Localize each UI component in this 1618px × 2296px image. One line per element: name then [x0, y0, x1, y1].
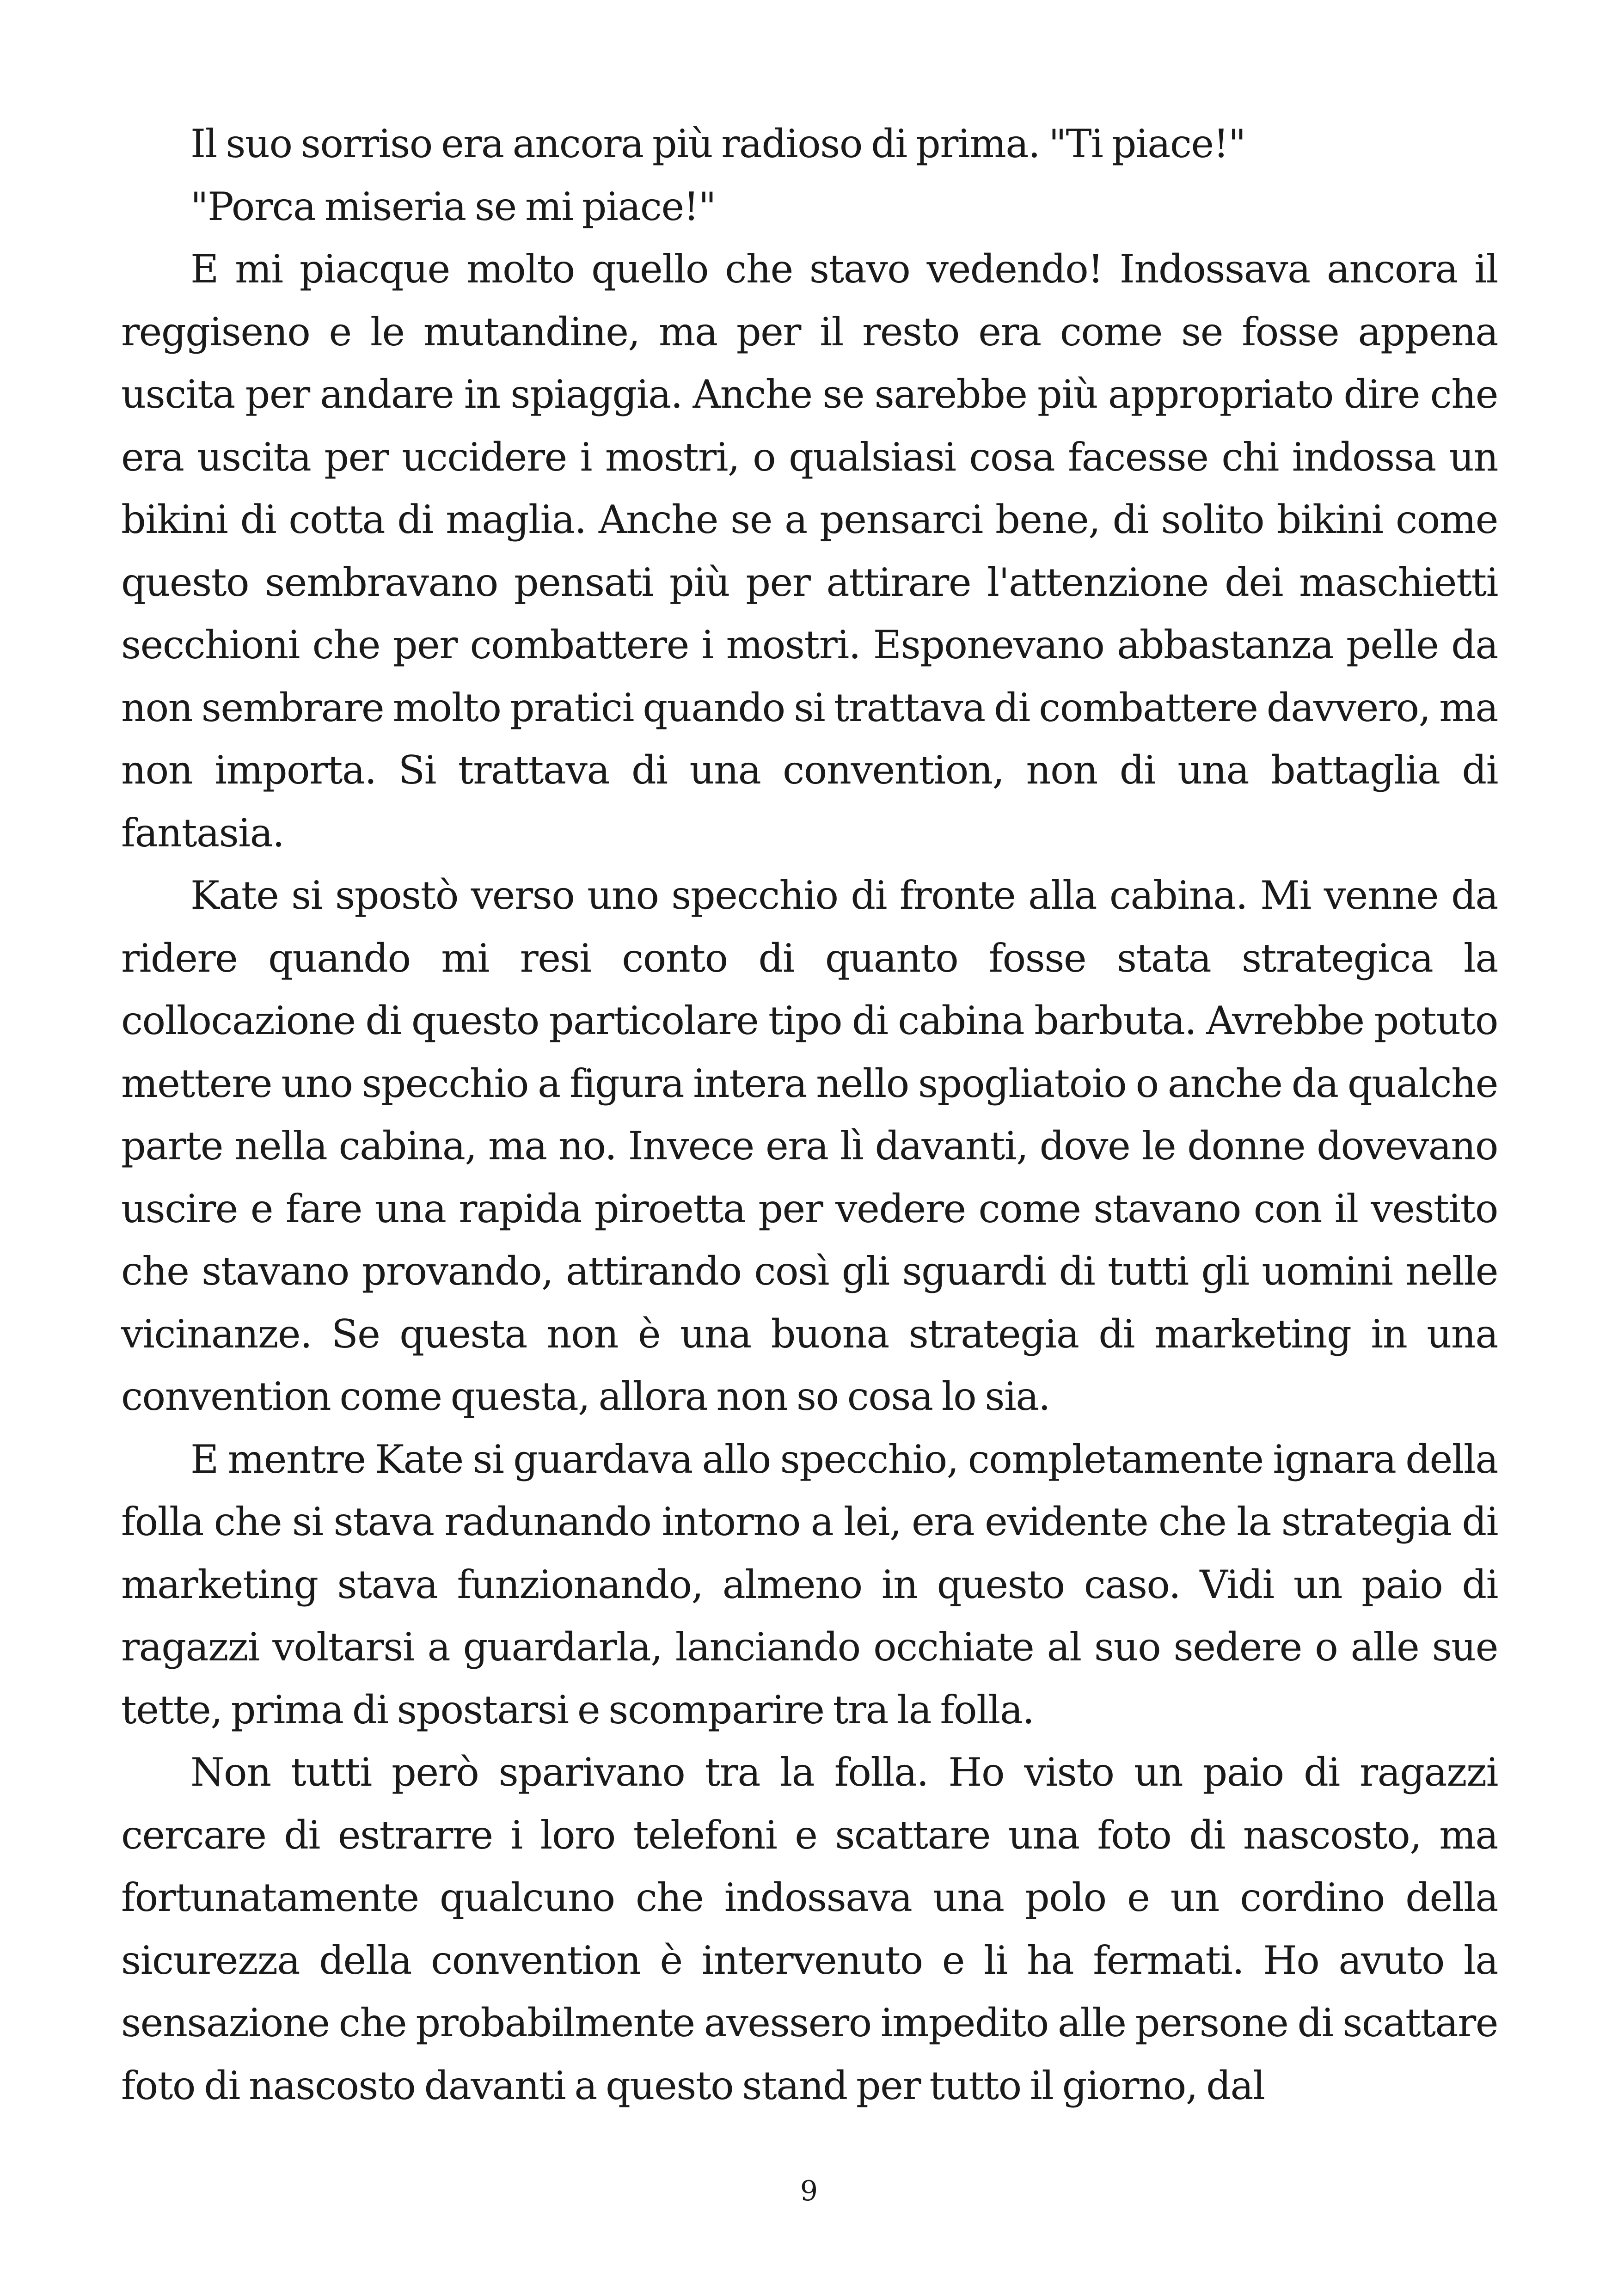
paragraph-4: Kate si spostò verso uno specchio di fronte alla cabina. Mi venne da ridere quando mi resi conto di quanto fosse stata strategica la collocazione di questo particolare tipo di cabina barbuta. Avrebbe potuto mettere uno specchio a figura intera nello spogliatoio o anche da qualche parte nella cabina, ma no. Invece era lì davanti, dove le donne dovevano uscire e fare una rapida piroetta per vedere come stavano con il vestito che stavano provando, attirando così gli sguardi di tutti gli uomini nelle vicinanze. Se questa non è una buona strategia di marketing in una convention come questa, allora non so cosa lo sia.: [121, 873, 1498, 1419]
paragraph-1: Il suo sorriso era ancora più radioso di prima. "Ti piace!": [190, 121, 1245, 166]
page-body: [121, 113, 1498, 2117]
paragraph-5: E mentre Kate si guardava allo specchio, completamente ignara della folla che si stava radunando intorno a lei, era evidente che la strategia di marketing stava funzionando, almeno in questo caso. Vidi un paio di ragazzi voltarsi a guardarla, lanciando occhiate al suo sedere o alle sue tette, prima di spostarsi e scomparire tra la folla.: [121, 1436, 1498, 1733]
paragraph-3: E mi piacque molto quello che stavo vedendo! Indossava ancora il reggiseno e le mutandine, ma per il resto era come se fosse appena uscita per andare in spiaggia. Anche se sarebbe più appropriato dire che era uscita per uccidere i mostri, o qualsiasi cosa facesse chi indossa un bikini di cotta di maglia. Anche se a pensarci bene, di solito bikini come questo sembravano pensati più per attirare l'attenzione dei maschietti secchioni che per combattere i mostri. Esponevano abbastanza pelle da non sembrare molto pratici quando si trattava di combattere davvero, ma non importa. Si trattava di una convention, non di una battaglia di fantasia.: [121, 246, 1498, 856]
paragraph-6: Non tutti però sparivano tra la folla. Ho visto un paio di ragazzi cercare di estrarre i loro telefoni e scattare una foto di nascosto, ma fortunatamente qualcuno che indossava una polo e un cordino della sicurezza della convention è intervenuto e li ha fermati. Ho avuto la sensazione che probabilmente avessero impedito alle persone di scattare foto di nascosto davanti a questo stand per tutto il giorno, dal: [121, 1750, 1498, 2108]
page-number: 9: [800, 2175, 818, 2207]
paragraph-2: "Porca miseria se mi piace!": [190, 184, 716, 229]
